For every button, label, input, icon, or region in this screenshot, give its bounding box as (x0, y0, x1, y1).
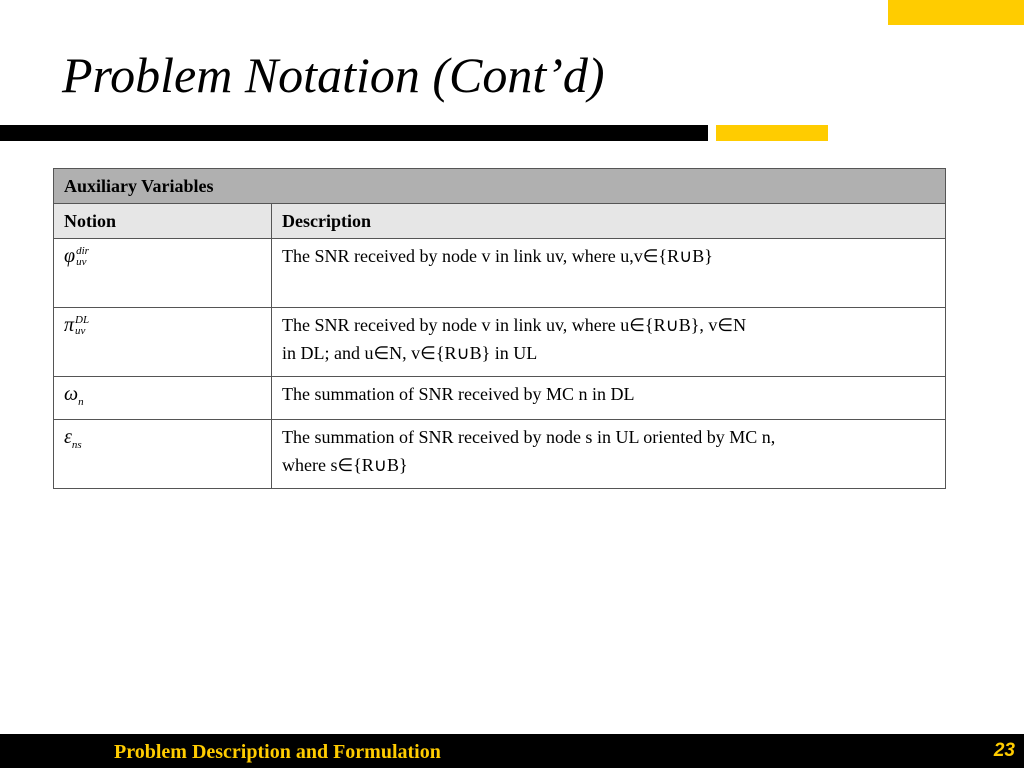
column-header-description: Description (272, 204, 946, 239)
description-cell: The summation of SNR received by MC n in DL (272, 377, 946, 420)
symbol-omega (64, 383, 84, 408)
symbol-base: φ (64, 245, 76, 267)
column-header-notion: Notion (54, 204, 272, 239)
slide-title: Problem Notation (Cont’d) (62, 47, 605, 103)
accent-bar-top (888, 0, 1024, 25)
section-header-cell: Auxiliary Variables (54, 169, 946, 204)
description-line: The SNR received by node v in link uv, where u∈{R∪B}, v∈N (282, 315, 747, 335)
table-section-header-row (54, 169, 946, 204)
symbol-base: ε (64, 426, 72, 448)
page-number: 23 (993, 740, 1015, 761)
footer-section-title: Problem Description and Formulation (114, 741, 441, 763)
notion-cell (54, 420, 272, 489)
symbol-subscript: n (78, 396, 84, 408)
description-cell (272, 308, 946, 377)
description-line: where s∈{R∪B} (282, 455, 408, 475)
description-line: The summation of SNR received by node s in UL oriented by MC n, (282, 427, 776, 447)
title-rule-black (0, 125, 708, 141)
symbol-subscript: uv (75, 325, 86, 338)
symbol-pi (64, 314, 89, 336)
footer-bar (0, 734, 1024, 768)
notion-cell (54, 377, 272, 420)
table-header-row (54, 204, 946, 239)
table-row (54, 377, 946, 420)
description-cell (272, 420, 946, 489)
symbol-superscript: dir (76, 245, 89, 258)
table-row (54, 420, 946, 489)
symbol-phi (64, 245, 89, 267)
symbol-base: π (64, 314, 75, 336)
table-row (54, 239, 946, 308)
notion-cell (54, 239, 272, 308)
symbol-subscript: uv (76, 256, 87, 269)
notion-cell (54, 308, 272, 377)
table-row (54, 308, 946, 377)
symbol-subscript: ns (71, 439, 82, 451)
title-rule-yellow (716, 125, 828, 141)
symbol-base: ω (64, 383, 79, 405)
symbol-superscript: DL (75, 314, 90, 327)
description-cell: The SNR received by node v in link uv, where u,v∈{R∪B} (272, 239, 946, 308)
notation-table (53, 168, 946, 489)
symbol-epsilon (64, 426, 82, 451)
description-line: in DL; and u∈N, v∈{R∪B} in UL (282, 343, 538, 363)
